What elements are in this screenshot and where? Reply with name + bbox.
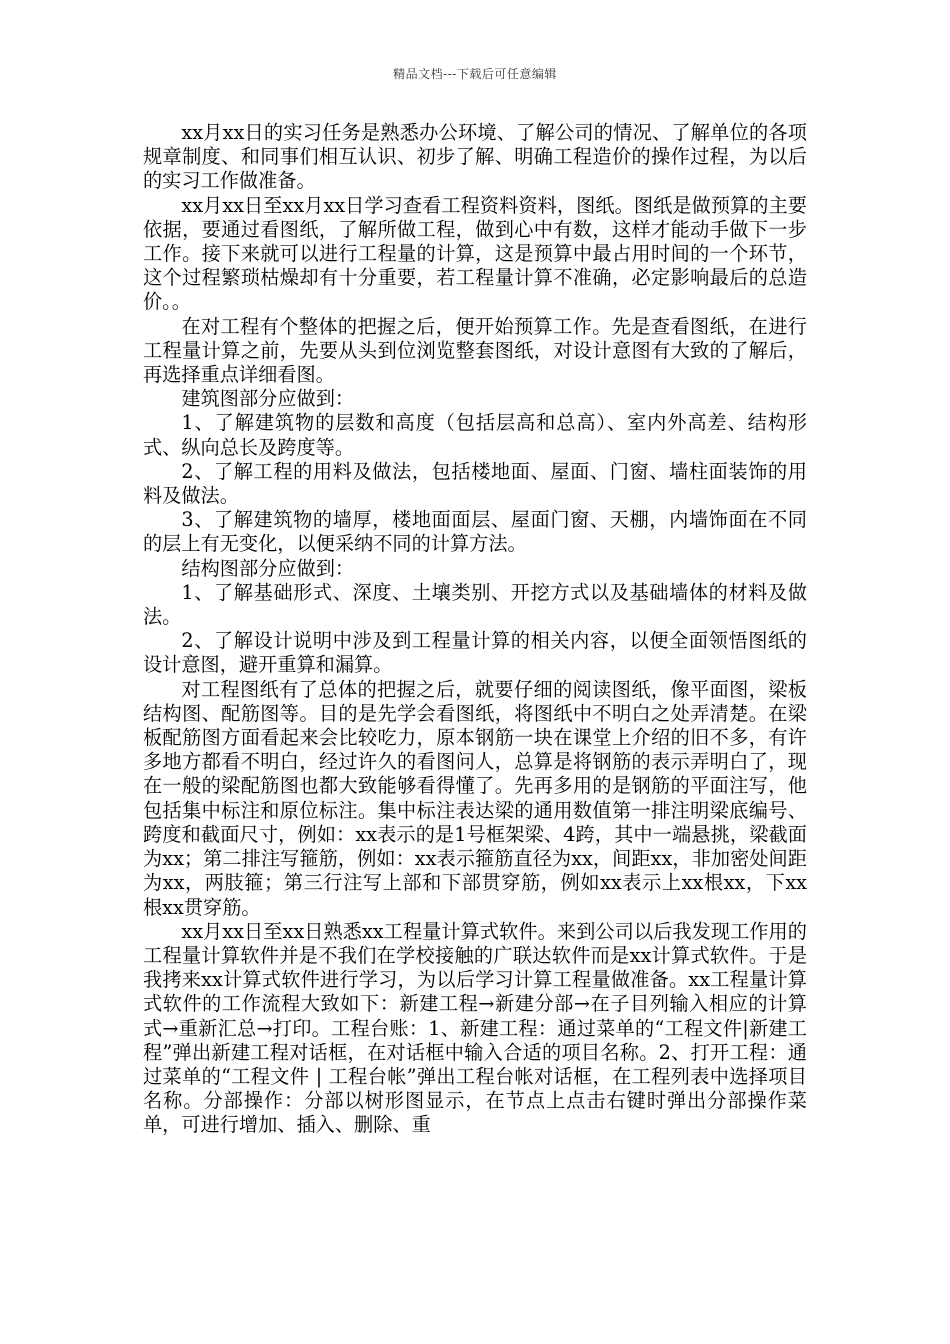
list-item: 1、了解基础形式、深度、土壤类别、开挖方式以及基础墙体的材料及做法。 <box>143 580 807 629</box>
paragraph: 对工程图纸有了总体的把握之后，就要仔细的阅读图纸，像平面图，梁板结构图、配筋图等。目的是先学会看图纸，将图纸中不明白之处弄清楚。在梁板配筋图方面看起来会比较吃力，原本钢筋一块在课堂上介绍的旧不多，有许多地方都看不明白，经过许久的看图问人，总算是将钢筋的表示弄明白了，现在一般的梁配筋图也都大致能够看得懂了。先再多用的是钢筋的平面注写，他包括集中标注和原位标注。集中标注表达梁的通用数值第一排注明梁底编号、跨度和截面尺寸，例如：xx表示的是1号框架梁、4跨，其中一端悬挑，梁截面为xx；第二排注写箍筋，例如：xx表示箍筋直径为xx，间距xx，非加密处间距为xx，两肢箍；第三行注写上部和下部贯穿筋，例如xx表示上xx根xx，下xx根xx贯穿筋。 <box>143 677 807 919</box>
list-item: 3、了解建筑物的墙厚，楼地面面层、屋面门窗、天棚，内墙饰面在不同的层上有无变化，以便采纳不同的计算方法。 <box>143 508 807 556</box>
paragraph: xx月xx日至xx日熟悉xx工程量计算式软件。来到公司以后我发现工作用的工程量计算软件并是不我们在学校接触的广联达软件而是xx计算式软件。于是我拷来xx计算式软件进行学习，为以后学习计算工程量做准备。xx工程量计算式软件的工作流程大致如下：新建工程→新建分部→在子目列输入相应的计算式→重新汇总→打印。工程台账：1、新建工程：通过菜单的“工程文件|新建工程”弹出新建工程对话框，在对话框中输入合适的项目名称。2、打开工程：通过菜单的“工程文件 | 工程台帐”弹出工程台帐对话框，在工程列表中选择项目名称。分部操作：分部以树形图显示，在节点上点击右键时弹出分部操作菜单，可进行增加、插入、删除、重 <box>143 919 807 1137</box>
list-item: 2、了解工程的用料及做法，包括楼地面、屋面、门窗、墙柱面装饰的用料及做法。 <box>143 459 807 508</box>
page-header: 精品文档---下载后可任意编辑 <box>393 67 557 81</box>
list-item: 1、了解建筑物的层数和高度（包括层高和总高）、室内外高差、结构形式、纵向总长及跨度等。 <box>143 411 807 459</box>
paragraph: xx月xx日的实习任务是熟悉办公环境、了解公司的情况、了解单位的各项规章制度、和同事们相互认识、初步了解、明确工程造价的操作过程，为以后的实习工作做准备。 <box>143 121 807 193</box>
paragraph: xx月xx日至xx月xx日学习查看工程资料资料，图纸。图纸是做预算的主要依据，要通过看图纸，了解所做工程，做到心中有数，这样才能动手做下一步工作。接下来就可以进行工程量的计算，这是预算中最占用时间的一个环节，这个过程繁琐枯燥却有十分重要，若工程量计算不准确，必定影响最后的总造价。。 <box>143 193 807 314</box>
list-item: 2、了解设计说明中涉及到工程量计算的相关内容，以便全面领悟图纸的设计意图，避开重算和漏算。 <box>143 629 807 677</box>
document-body <box>143 121 807 1138</box>
paragraph: 在对工程有个整体的把握之后，便开始预算工作。先是查看图纸，在进行工程量计算之前，先要从头到位浏览整套图纸，对设计意图有大致的了解后，再选择重点详细看图。 <box>143 314 807 387</box>
section-heading: 建筑图部分应做到： <box>181 387 355 411</box>
section-heading: 结构图部分应做到： <box>181 556 355 580</box>
